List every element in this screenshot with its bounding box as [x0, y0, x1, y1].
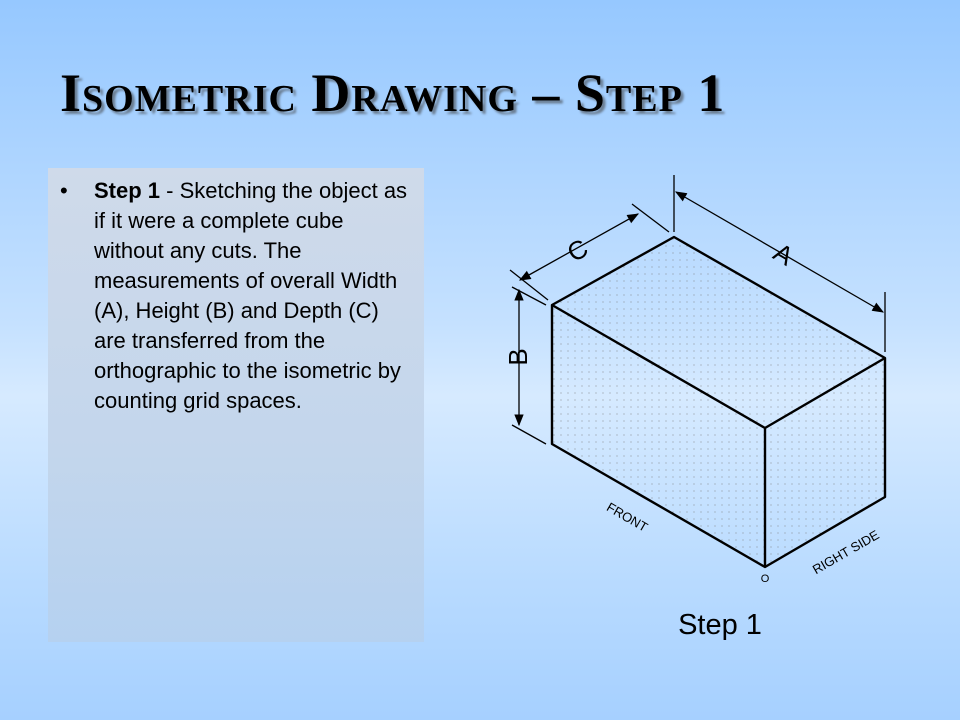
slide-title: Isometric Drawing – Step 1 [60, 63, 726, 123]
bullet-body: - Sketching the object as if it were a complete cube without any cuts. The measurements of overall Width (A), Height (B) and Depth (C) are transferred from the orthographic to the isometric by counting grid spaces. [94, 178, 408, 413]
bullet-text [94, 176, 416, 416]
dimension-b-label: B [503, 348, 533, 366]
bullet-marker: • [60, 178, 68, 203]
text-panel [48, 168, 424, 642]
right-side-label: RIGHT SIDE [809, 527, 882, 578]
dimension-a-label: A [768, 236, 799, 272]
step-caption: Step 1 [678, 609, 762, 641]
bullet-lead: Step 1 [94, 178, 161, 203]
origin-label: O [760, 573, 770, 585]
front-label: FRONT [604, 499, 651, 535]
bullet-item [60, 176, 416, 416]
isometric-box-drawing [480, 160, 950, 700]
dimension-c-label: C [561, 232, 594, 268]
